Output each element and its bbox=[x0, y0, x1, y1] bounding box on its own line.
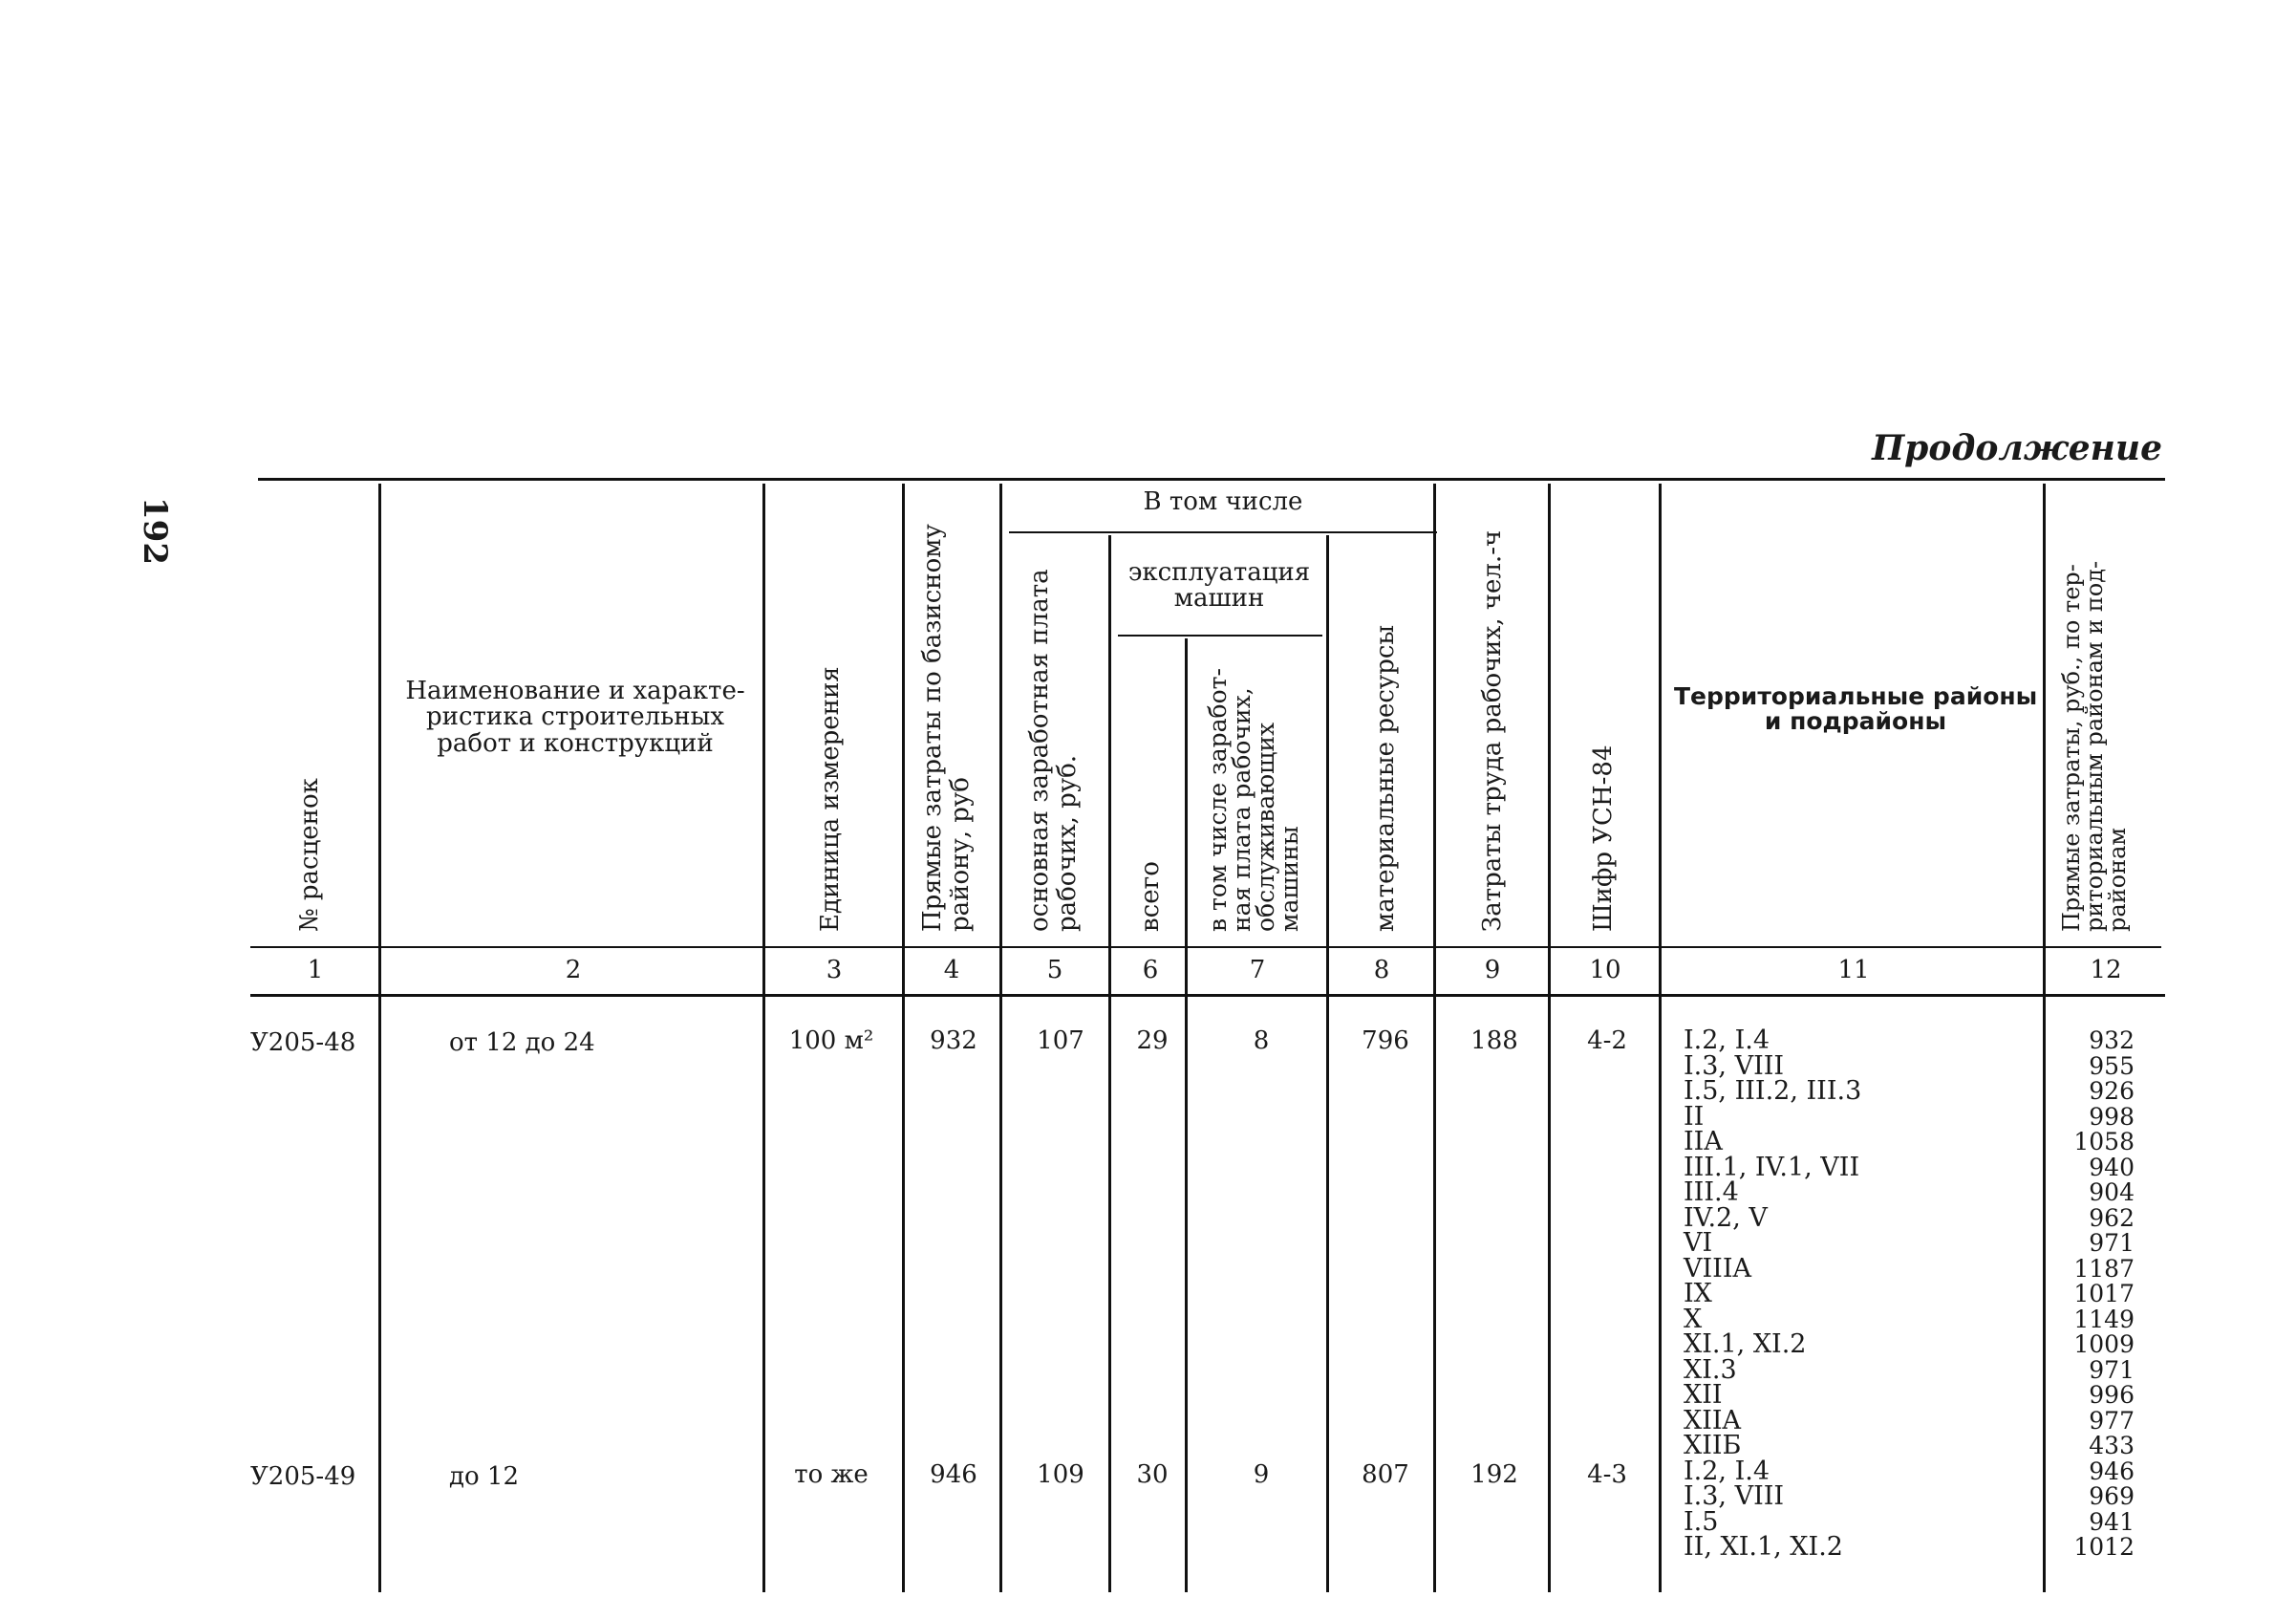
header-col1: № расценок bbox=[295, 778, 324, 932]
list-item: X bbox=[1684, 1304, 1703, 1334]
col-divider-5 bbox=[1108, 535, 1111, 1592]
list-item: 433 bbox=[2089, 1432, 2135, 1459]
header-col9: Затраты труда рабочих, чел.-ч bbox=[1478, 529, 1507, 932]
list-item: III.1, IV.1, VII bbox=[1684, 1152, 1860, 1182]
list-item: XI.1, XI.2 bbox=[1684, 1329, 1807, 1359]
row2-direct-cost: 946 bbox=[930, 1460, 977, 1489]
row1-name: от 12 до 24 bbox=[449, 1028, 595, 1057]
row1-base-wage: 107 bbox=[1037, 1026, 1084, 1055]
col-divider-2 bbox=[762, 484, 765, 1592]
list-item: VI bbox=[1684, 1228, 1713, 1258]
colnum-11: 11 bbox=[1837, 956, 1870, 984]
colnum-9: 9 bbox=[1484, 956, 1501, 984]
header-bottom-rule bbox=[250, 946, 2161, 948]
list-item: 971 bbox=[2089, 1229, 2135, 1257]
row1-machines-wage: 8 bbox=[1253, 1026, 1270, 1055]
list-item: 1187 bbox=[2073, 1254, 2135, 1283]
table-top-rule bbox=[258, 478, 2165, 481]
list-item: 941 bbox=[2089, 1507, 2135, 1536]
row2-labor: 192 bbox=[1470, 1460, 1518, 1489]
row1-labor: 188 bbox=[1470, 1026, 1518, 1055]
list-item: 977 bbox=[2089, 1406, 2135, 1435]
list-item: 969 bbox=[2089, 1482, 2135, 1510]
including-group-rule bbox=[1009, 531, 1437, 533]
colnum-6: 6 bbox=[1142, 956, 1159, 984]
list-item: 962 bbox=[2089, 1203, 2135, 1232]
header-including-group: В том числе bbox=[1143, 487, 1303, 516]
row1-direct-cost: 932 bbox=[930, 1026, 977, 1055]
row1-usn-code: 4-2 bbox=[1587, 1026, 1627, 1055]
row1-machines-total: 29 bbox=[1136, 1026, 1169, 1055]
colnum-7: 7 bbox=[1249, 956, 1266, 984]
colnum-3: 3 bbox=[826, 956, 843, 984]
continuation-label: Продолжение bbox=[1872, 428, 2162, 468]
header-col2: Наименование и характе- ристика строительных работ и конструкций bbox=[405, 677, 745, 758]
col-divider-6 bbox=[1185, 638, 1188, 1592]
list-item: 971 bbox=[2089, 1355, 2135, 1384]
list-item: 1058 bbox=[2073, 1128, 2135, 1155]
machines-group-rule bbox=[1118, 635, 1322, 637]
row2-usn-code: 4-3 bbox=[1587, 1460, 1627, 1489]
list-item: II, XI.1, XI.2 bbox=[1684, 1532, 1843, 1562]
list-item: 998 bbox=[2089, 1102, 2135, 1131]
list-item: I.3, VIII bbox=[1684, 1481, 1785, 1511]
row2-base-wage: 109 bbox=[1037, 1460, 1084, 1489]
list-item: II bbox=[1684, 1101, 1705, 1132]
list-item: IV.2, V bbox=[1684, 1202, 1768, 1233]
colnum-10: 10 bbox=[1589, 956, 1621, 984]
row2-machines-total: 30 bbox=[1136, 1460, 1169, 1489]
list-item: VIIIA bbox=[1684, 1253, 1751, 1284]
row1-unit: 100 м² bbox=[788, 1026, 874, 1055]
header-col11: Территориальные районы и подрайоны bbox=[1674, 682, 2038, 736]
list-item: I.2, I.4 bbox=[1684, 1456, 1770, 1486]
colnum-2: 2 bbox=[565, 956, 582, 984]
row2-name: до 12 bbox=[449, 1462, 520, 1491]
list-item: XIIБ bbox=[1684, 1431, 1742, 1460]
colnum-4: 4 bbox=[943, 956, 960, 984]
header-col3: Единица измерения bbox=[816, 666, 845, 932]
header-col4: Прямые затраты по базисному району, руб bbox=[918, 524, 975, 932]
colnum-bottom-rule bbox=[250, 994, 2165, 997]
row2-materials: 807 bbox=[1362, 1460, 1409, 1489]
header-machines-group: эксплуатация машин bbox=[1127, 558, 1311, 614]
list-item: 1012 bbox=[2073, 1533, 2135, 1561]
list-item: XI.3 bbox=[1684, 1354, 1737, 1385]
list-item: I.3, VIII bbox=[1684, 1050, 1785, 1081]
list-item: 1149 bbox=[2073, 1305, 2135, 1333]
list-item: 940 bbox=[2089, 1153, 2135, 1181]
list-item: 932 bbox=[2089, 1026, 2135, 1054]
row2-code: У205-49 bbox=[250, 1462, 356, 1491]
header-col5: основная заработная плата рабочих, руб. bbox=[1025, 569, 1082, 932]
colnum-12: 12 bbox=[2090, 956, 2122, 984]
list-item: I.5 bbox=[1684, 1506, 1719, 1537]
list-item: XIIA bbox=[1684, 1405, 1742, 1436]
row1-code: У205-48 bbox=[250, 1028, 356, 1057]
row2-machines-wage: 9 bbox=[1253, 1460, 1270, 1489]
header-col7: в том числе заработ- ная плата рабочих, обслуживающих машины bbox=[1204, 668, 1303, 932]
header-col8: материальные ресурсы bbox=[1371, 624, 1400, 932]
list-item: 955 bbox=[2089, 1051, 2135, 1080]
list-item: IIA bbox=[1684, 1127, 1723, 1156]
list-item: 926 bbox=[2089, 1077, 2135, 1105]
page-number: 192 bbox=[136, 497, 174, 565]
list-item: 904 bbox=[2089, 1178, 2135, 1206]
region-costs-list bbox=[2073, 1028, 2135, 1561]
row1-materials: 796 bbox=[1362, 1026, 1409, 1055]
list-item: 946 bbox=[2089, 1457, 2135, 1485]
colnum-1: 1 bbox=[307, 956, 324, 984]
regions-list bbox=[1684, 1025, 1862, 1562]
list-item: III.4 bbox=[1684, 1177, 1739, 1207]
colnum-5: 5 bbox=[1046, 956, 1063, 984]
col-divider-1 bbox=[378, 484, 381, 1592]
header-col6: всего bbox=[1136, 861, 1165, 932]
colnum-8: 8 bbox=[1373, 956, 1390, 984]
list-item: XII bbox=[1684, 1380, 1723, 1410]
list-item: 1009 bbox=[2073, 1330, 2135, 1358]
list-item: IX bbox=[1684, 1279, 1712, 1308]
list-item: I.5, III.2, III.3 bbox=[1684, 1076, 1862, 1106]
list-item: I.2, I.4 bbox=[1684, 1025, 1770, 1055]
header-col10: Шифр УСН-84 bbox=[1589, 745, 1618, 932]
list-item: 1017 bbox=[2073, 1280, 2135, 1307]
col-divider-7 bbox=[1326, 535, 1329, 1592]
col-divider-11 bbox=[2043, 484, 2046, 1592]
row2-unit: то же bbox=[794, 1460, 869, 1489]
header-col12: Прямые затраты, руб., по тер- риториальным районам и под- районам bbox=[2058, 560, 2131, 932]
list-item: 996 bbox=[2089, 1381, 2135, 1409]
